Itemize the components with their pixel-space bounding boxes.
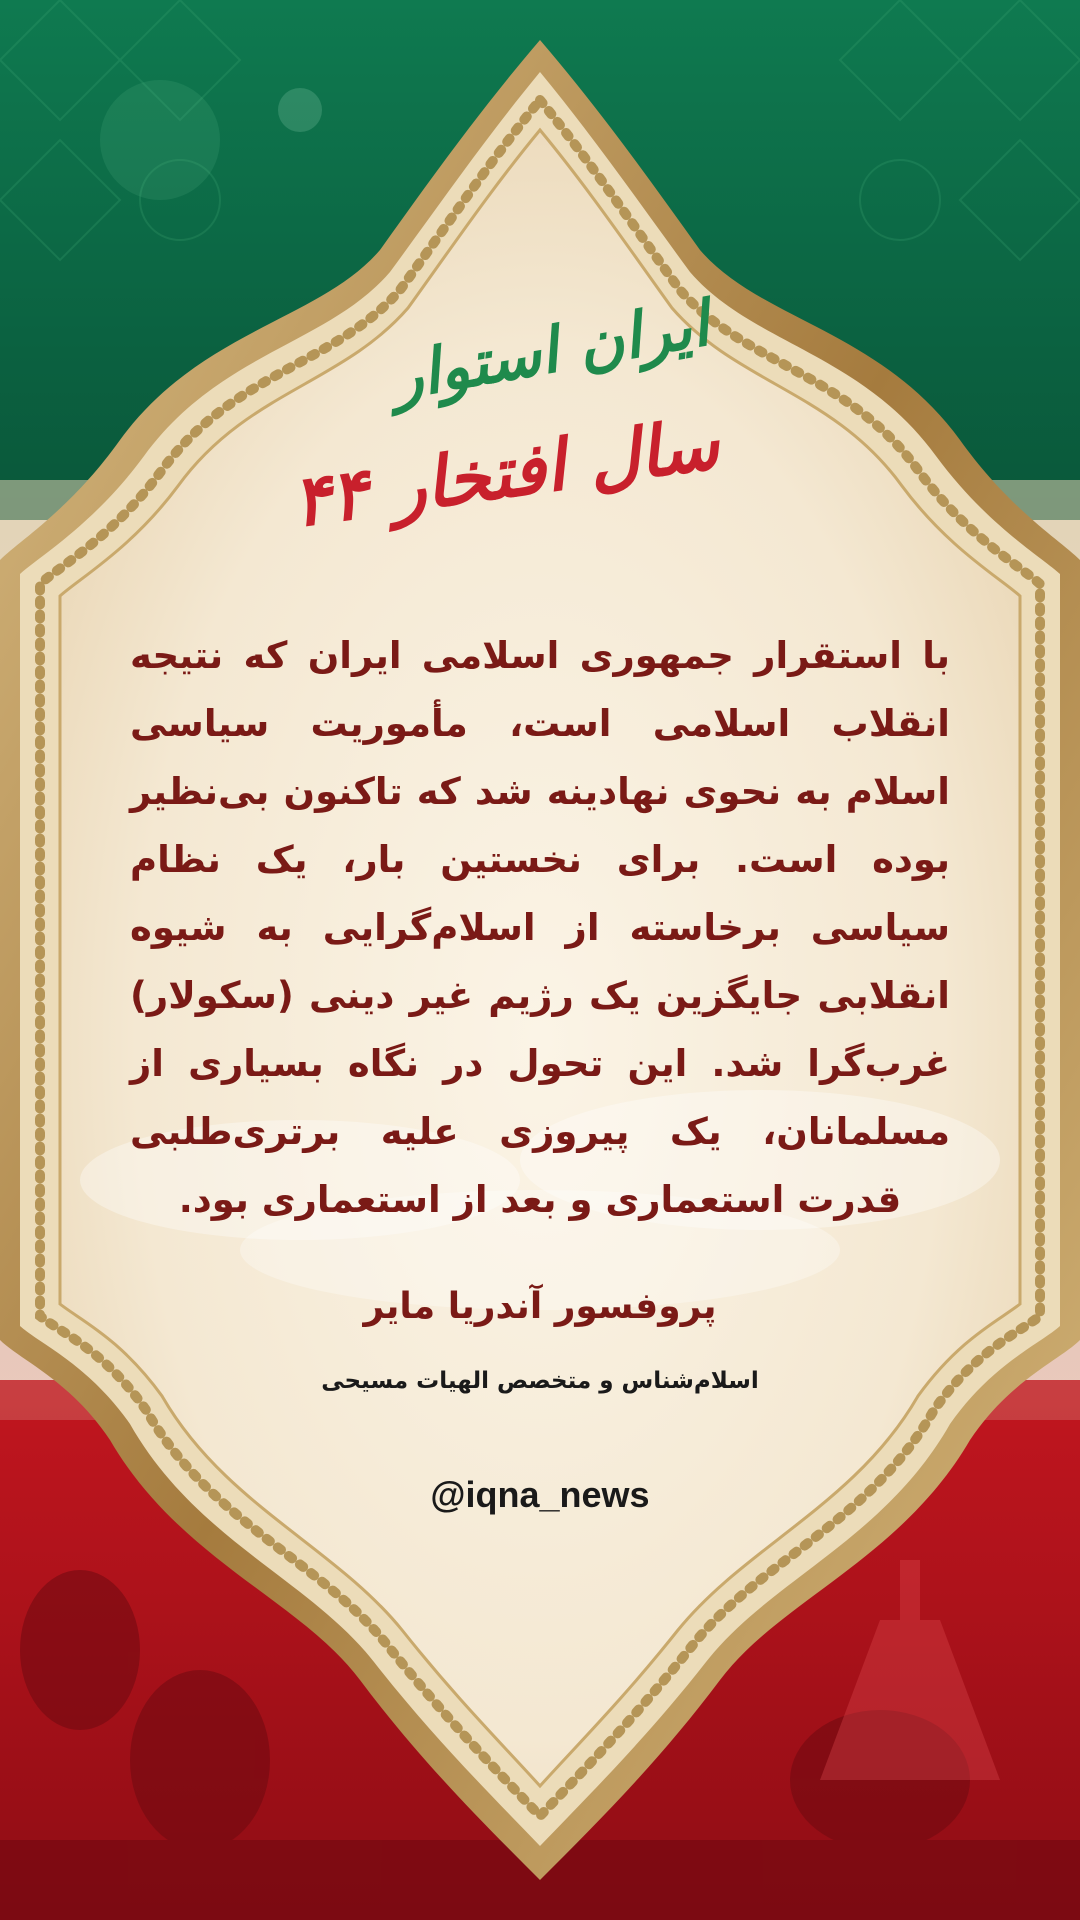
author-title: اسلام‌شناس و متخصص الهیات مسیحی (321, 1368, 759, 1394)
quote-text: با استقرار جمهوری اسلامی ایران که نتیجه انقلاب اسلامی است، مأموریت سیاسی اسلام به نحوی نهادینه شد که تاکنون بی‌نظیر بوده است. برای نخستین بار، یک نظام سیاسی برخاسته از اسلام‌گرایی به شیوه انقلابی جایگزین یک رژیم غیر دینی (سکولار) غرب‌گرا شد. این تحول در نگاه بسیاری از مسلمانان، یک پیروزی علیه برتری‌طلبی قدرت استعماری و بعد از استعماری بود. (130, 634, 950, 1221)
social-handle[interactable]: @iqna_news (430, 1474, 650, 1515)
logo-text-line1: ایران استوار (385, 286, 714, 415)
author-name: پروفسور آندریا مایر (363, 1286, 717, 1327)
logo-text-line2: ۴۴ سال افتخار (287, 401, 724, 544)
campaign-logo (287, 286, 740, 560)
